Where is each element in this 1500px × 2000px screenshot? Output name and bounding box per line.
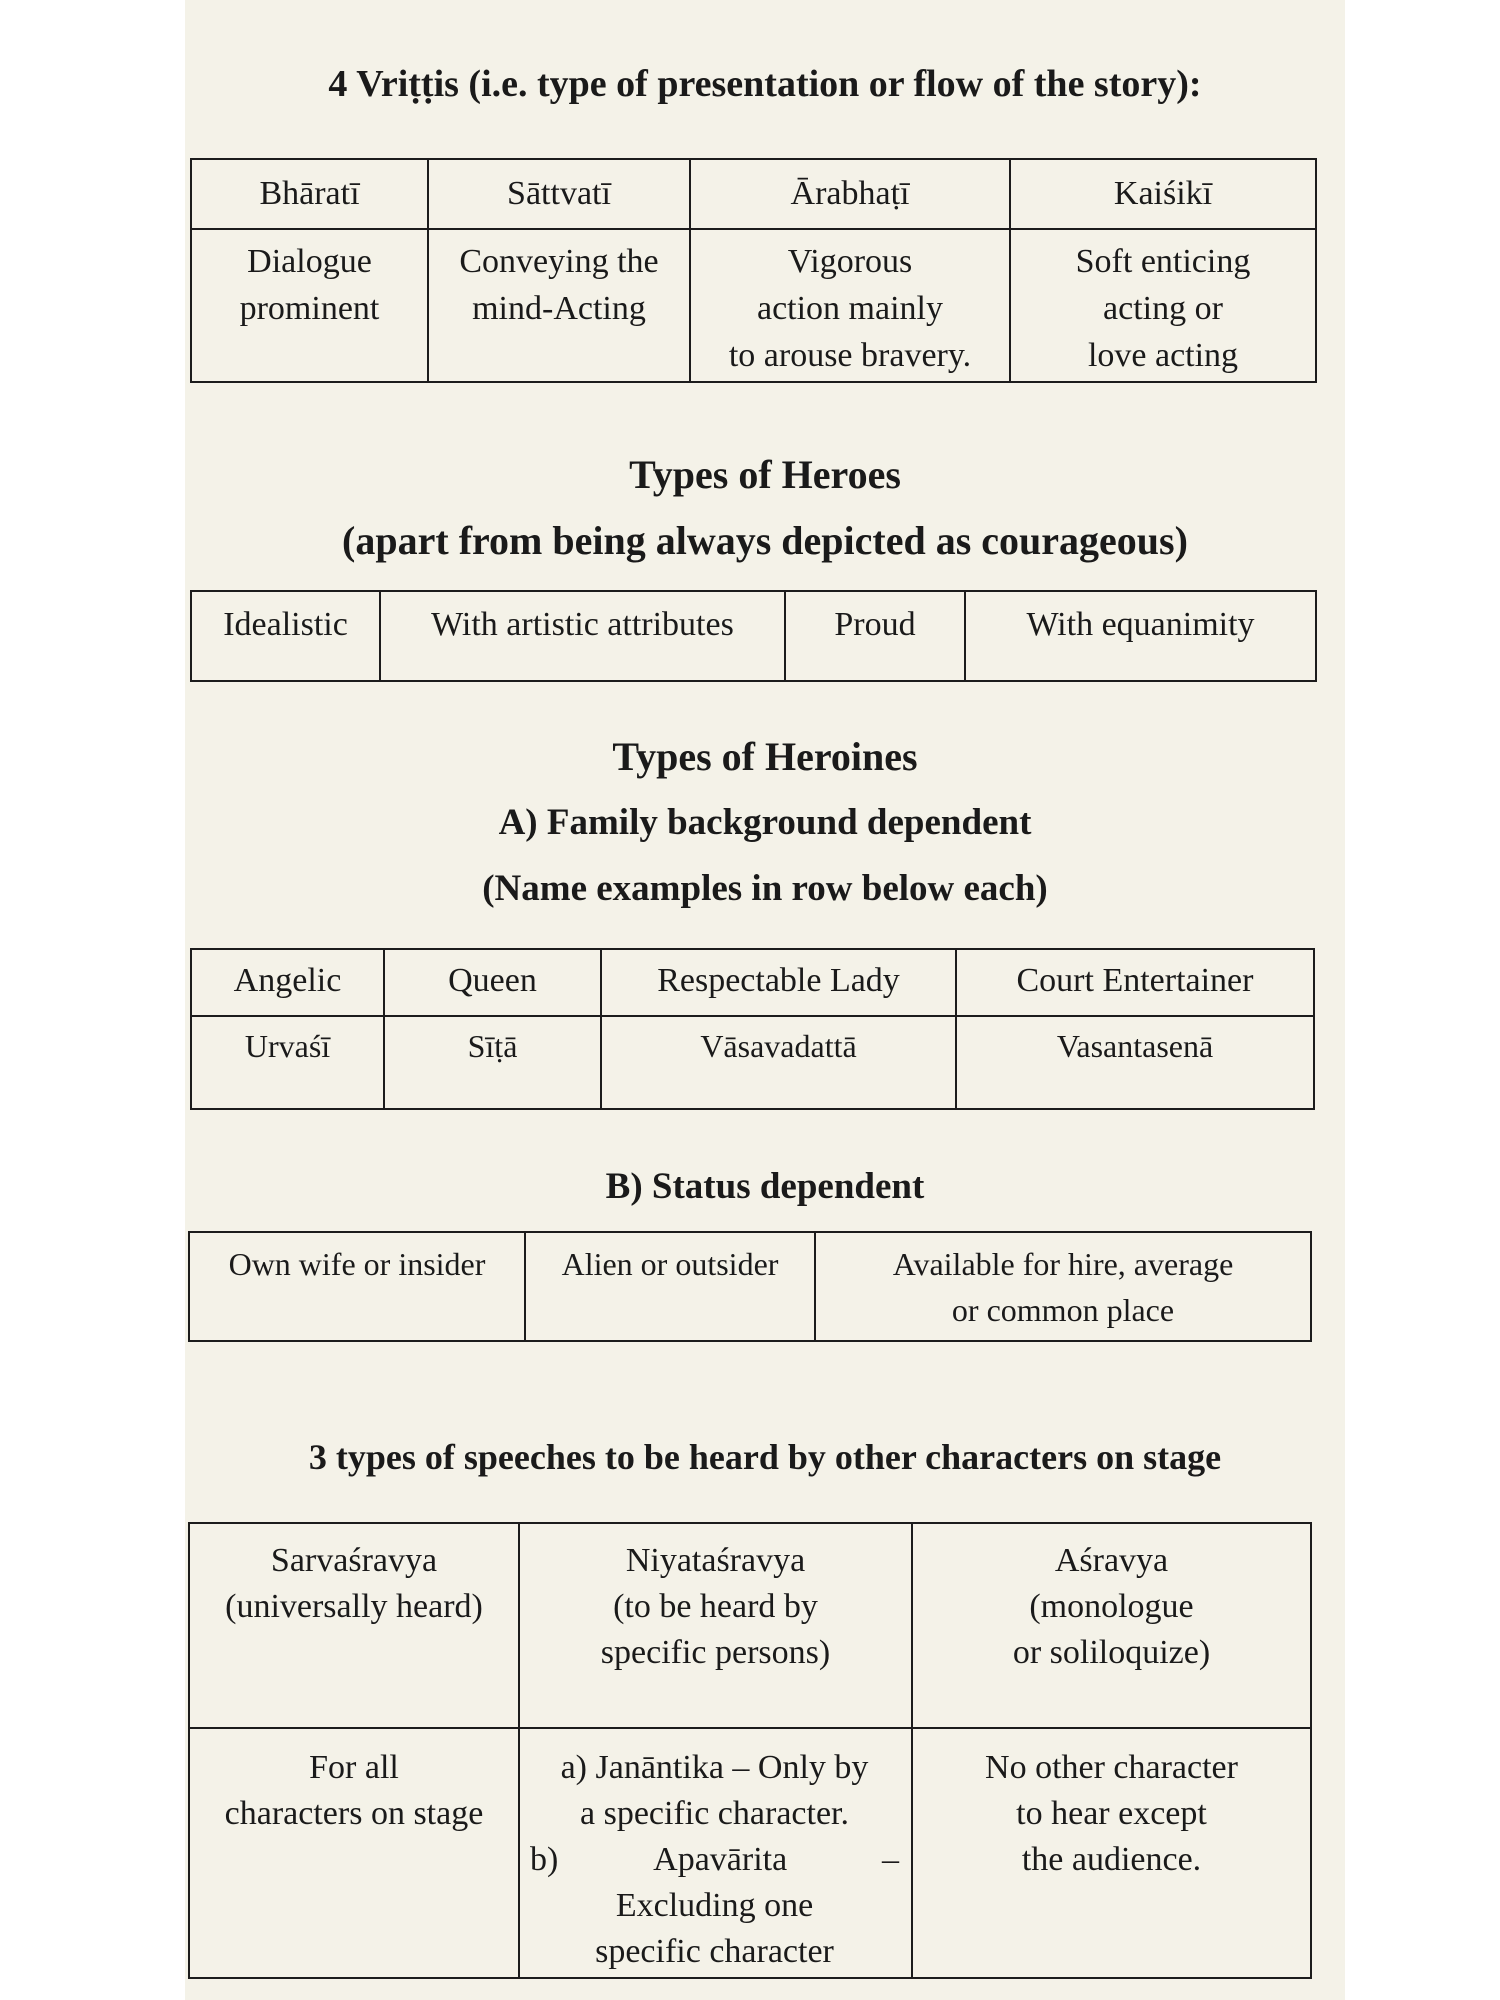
heroines-heading: Types of Heroines [612,734,918,779]
heroine-example: Vasantasenā [956,1016,1314,1109]
hero-type: With artistic attributes [380,591,785,681]
heroines-status-table [188,1231,1312,1342]
vritti-header: Ārabhaṭī [690,159,1010,229]
vrittis-table [190,158,1317,383]
heroines-note-a: (Name examples in row below each) [482,868,1048,909]
book-page [185,0,1345,2000]
speech-description: For all characters on stage [189,1728,519,1978]
hero-type: With equanimity [965,591,1316,681]
vrittis-heading: 4 Vriṭṭis (i.e. type of presentation or flow of the story): [328,63,1202,105]
vritti-header: Sāttvatī [428,159,690,229]
speech-description: No other character to hear except the audience. [912,1728,1311,1978]
vritti-header: Bhāratī [191,159,428,229]
heroes-heading: Types of Heroes [629,452,901,497]
heroine-family-type: Angelic [191,949,384,1016]
apavarita-line: b) Apavārita – [530,1841,899,1878]
speech-type: Niyataśravya (to be heard by specific persons) [519,1523,912,1728]
speech-description: a) Janāntika – Only by a specific character. b) Apavārita – Excluding one specific character [519,1728,912,1978]
heroes-table [190,590,1317,682]
hero-type: Idealistic [191,591,380,681]
vritti-description: Dialogue prominent [191,229,428,382]
heroines-family-table [190,948,1315,1110]
hero-type: Proud [785,591,965,681]
heroines-subheading-a: A) Family background dependent [498,802,1032,843]
heroes-subheading: (apart from being always depicted as courageous) [342,518,1188,563]
heroine-example: Urvaśī [191,1016,384,1109]
heroine-family-type: Respectable Lady [601,949,956,1016]
heroine-family-type: Court Entertainer [956,949,1314,1016]
speeches-heading: 3 types of speeches to be heard by other characters on stage [308,1437,1222,1477]
heroines-subheading-b: B) Status dependent [605,1166,925,1207]
heroine-status-type: Available for hire, average or common place [815,1232,1311,1341]
vritti-description: Soft enticing acting or love acting [1010,229,1316,382]
speech-type: Sarvaśravya (universally heard) [189,1523,519,1728]
vritti-description: Vigorous action mainly to arouse bravery. [690,229,1010,382]
vritti-description: Conveying the mind-Acting [428,229,690,382]
heroine-status-type: Alien or outsider [525,1232,815,1341]
vritti-header: Kaiśikī [1010,159,1316,229]
heroine-status-type: Own wife or insider [189,1232,525,1341]
heroine-example: Sīṭā [384,1016,601,1109]
speech-type: Aśravya (monologue or soliloquize) [912,1523,1311,1728]
heroine-example: Vāsavadattā [601,1016,956,1109]
speeches-table [188,1522,1312,1979]
heroine-family-type: Queen [384,949,601,1016]
